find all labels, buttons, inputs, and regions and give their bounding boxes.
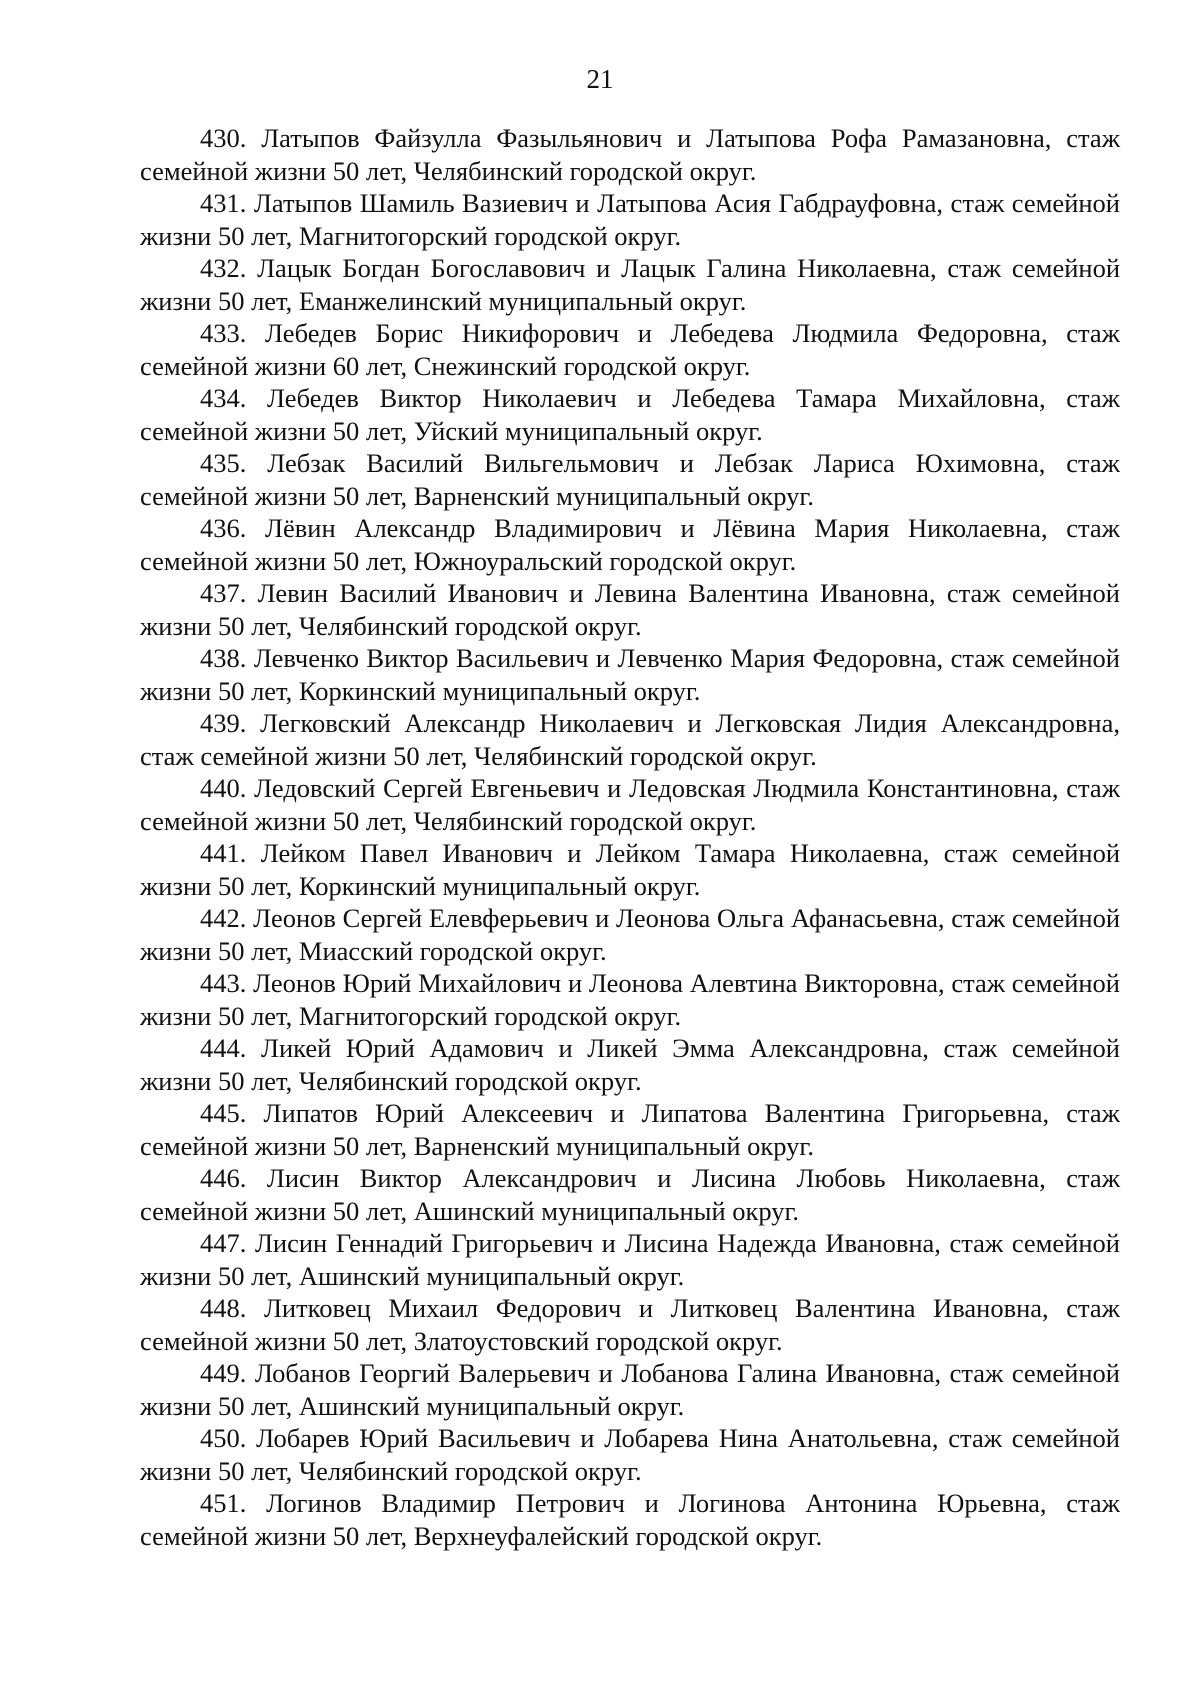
list-item: 446. Лисин Виктор Александрович и Лисина Любовь Николаевна, стаж семейной жизни 50 лет, Ашинский муниципальный округ. xyxy=(140,1163,1120,1226)
list-item: 444. Ликей Юрий Адамович и Ликей Эмма Александровна, стаж семейной жизни 50 лет, Челябинский городской округ. xyxy=(140,1033,1120,1096)
list-item: 445. Липатов Юрий Алексеевич и Липатова Валентина Григорьевна, стаж семейной жизни 50 лет, Варненский муниципальный округ. xyxy=(140,1098,1120,1161)
list-item: 437. Левин Василий Иванович и Левина Валентина Ивановна, стаж семейной жизни 50 лет, Челябинский городской округ. xyxy=(140,578,1120,641)
list-item: 439. Легковский Александр Николаевич и Легковская Лидия Александровна, стаж семейной жизни 50 лет, Челябинский городской округ. xyxy=(140,708,1120,771)
list-item: 440. Ледовский Сергей Евгеньевич и Ледовская Людмила Константиновна, стаж семейной жизни 50 лет, Челябинский городской округ. xyxy=(140,773,1120,836)
list-item: 435. Лебзак Василий Вильгельмович и Лебзак Лариса Юхимовна, стаж семейной жизни 50 лет, Варненский муниципальный округ. xyxy=(140,448,1120,511)
list-item: 449. Лобанов Георгий Валерьевич и Лобанова Галина Ивановна, стаж семейной жизни 50 лет, Ашинский муниципальный округ. xyxy=(140,1358,1120,1421)
entry-list xyxy=(140,122,1120,1552)
list-item: 442. Леонов Сергей Елевферьевич и Леонова Ольга Афанасьевна, стаж семейной жизни 50 лет, Миасский городской округ. xyxy=(140,903,1120,966)
list-item: 436. Лёвин Александр Владимирович и Лёвина Мария Николаевна, стаж семейной жизни 50 лет, Южноуральский городской округ. xyxy=(140,513,1120,576)
list-item: 434. Лебедев Виктор Николаевич и Лебедева Тамара Михайловна, стаж семейной жизни 50 лет, Уйский муниципальный округ. xyxy=(140,383,1120,446)
list-item: 450. Лобарев Юрий Васильевич и Лобарева Нина Анатольевна, стаж семейной жизни 50 лет, Челябинский городской округ. xyxy=(140,1423,1120,1486)
list-item: 438. Левченко Виктор Васильевич и Левченко Мария Федоровна, стаж семейной жизни 50 лет, Коркинский муниципальный округ. xyxy=(140,643,1120,706)
list-item: 433. Лебедев Борис Никифорович и Лебедева Людмила Федоровна, стаж семейной жизни 60 лет, Снежинский городской округ. xyxy=(140,318,1120,381)
list-item: 430. Латыпов Файзулла Фазыльянович и Латыпова Рофа Рамазановна, стаж семейной жизни 50 лет, Челябинский городской округ. xyxy=(140,123,1120,186)
list-item: 441. Лейком Павел Иванович и Лейком Тамара Николаевна, стаж семейной жизни 50 лет, Коркинский муниципальный округ. xyxy=(140,838,1120,901)
list-item: 448. Литковец Михаил Федорович и Литковец Валентина Ивановна, стаж семейной жизни 50 лет, Златоустовский городской округ. xyxy=(140,1293,1120,1356)
list-item: 451. Логинов Владимир Петрович и Логинова Антонина Юрьевна, стаж семейной жизни 50 лет, Верхнеуфалейский городской округ. xyxy=(140,1488,1120,1551)
page-number: 21 xyxy=(586,64,614,94)
list-item: 443. Леонов Юрий Михайлович и Леонова Алевтина Викторовна, стаж семейной жизни 50 лет, Магнитогорский городской округ. xyxy=(140,968,1120,1031)
list-item: 431. Латыпов Шамиль Вазиевич и Латыпова Асия Габдрауфовна, стаж семейной жизни 50 лет, Магнитогорский городской округ. xyxy=(140,188,1120,251)
list-item: 432. Лацык Богдан Богославович и Лацык Галина Николаевна, стаж семейной жизни 50 лет, Еманжелинский муниципальный округ. xyxy=(140,253,1120,316)
list-item: 447. Лисин Геннадий Григорьевич и Лисина Надежда Ивановна, стаж семейной жизни 50 лет, Ашинский муниципальный округ. xyxy=(140,1228,1120,1291)
